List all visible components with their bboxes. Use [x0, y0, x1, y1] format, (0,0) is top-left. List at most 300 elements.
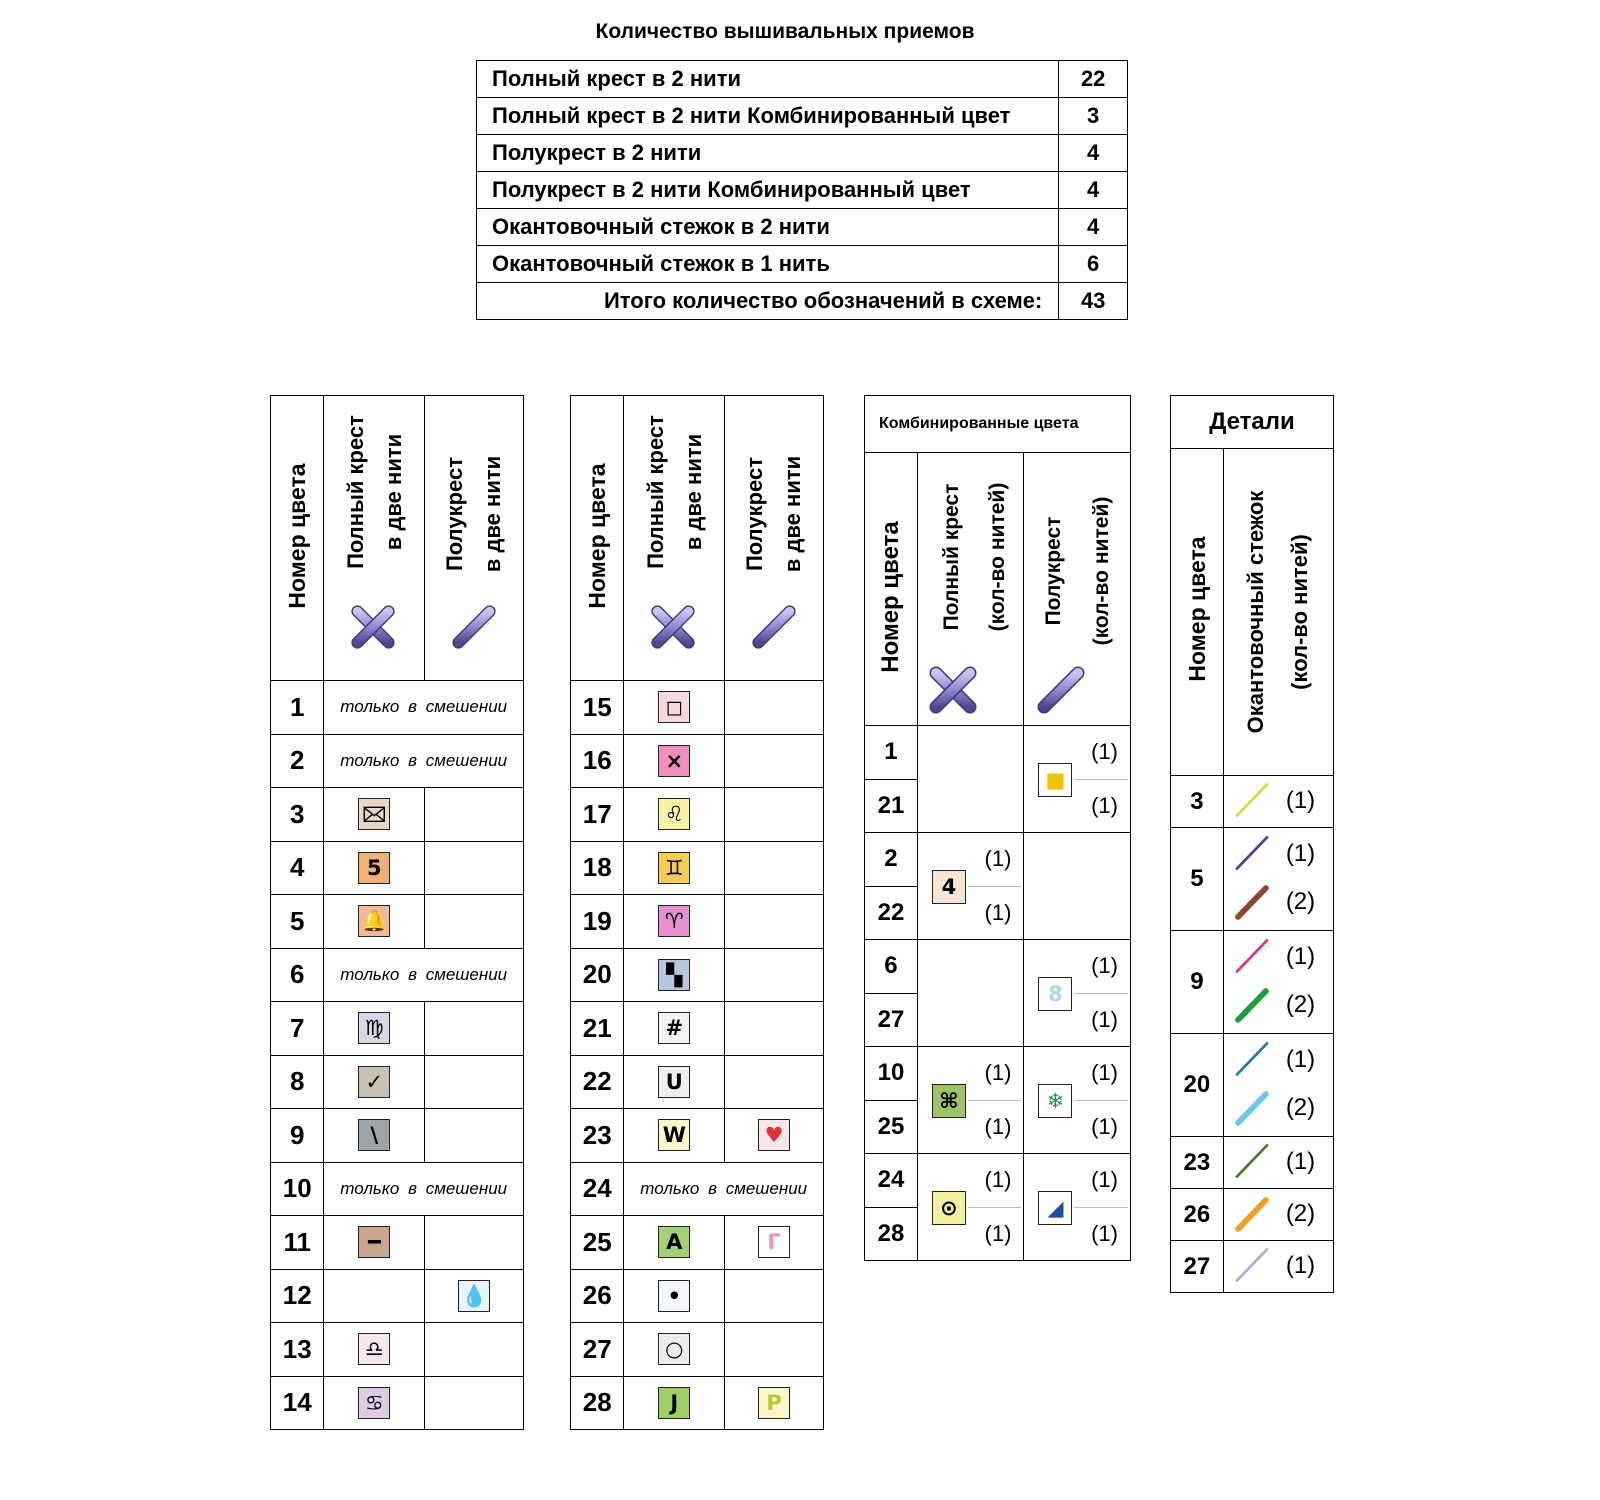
- legend-row: [271, 734, 524, 788]
- half-cross-symbol: ♥: [758, 1119, 790, 1151]
- header-half-cross-label: Полукрест: [742, 456, 768, 572]
- legend-row: [571, 948, 824, 1002]
- combo-symbol: ⌘: [932, 1084, 966, 1118]
- header-half-cross-cell: [425, 396, 524, 681]
- combo-half-cell: [1024, 726, 1131, 833]
- details-header-number-label: Номер цвета: [1184, 536, 1210, 682]
- color-number: 17: [571, 788, 624, 842]
- summary-value: 4: [1059, 135, 1128, 172]
- full-cross-symbol-cell: [624, 1323, 725, 1377]
- divider: [968, 1100, 1022, 1102]
- color-number: 26: [1171, 1189, 1224, 1241]
- legend-row: [571, 1002, 824, 1056]
- full-cross-symbol-cell: [624, 1376, 725, 1430]
- combo-color-number: 2: [865, 833, 918, 887]
- legend-row: [571, 1323, 824, 1377]
- legend-header-row: [271, 396, 524, 681]
- combo-color-number: 10: [865, 1047, 918, 1101]
- backstitch-line: [1234, 1090, 1270, 1127]
- only-in-mix-note: [324, 1162, 524, 1216]
- thread-count: (1): [1091, 738, 1118, 764]
- full-cross-symbol-cell: [324, 1323, 425, 1377]
- summary-value: 4: [1059, 209, 1128, 246]
- color-number: 15: [571, 681, 624, 735]
- combo-half-cell: [1024, 940, 1131, 1047]
- combo-header-full-threads: (кол-во нитей): [985, 482, 1009, 632]
- color-number: 18: [571, 841, 624, 895]
- legend-row: [571, 895, 824, 949]
- legend-row: [271, 1162, 524, 1216]
- summary-row: [477, 98, 1128, 135]
- backstitch-cell: [1223, 931, 1333, 1034]
- thread-count: (1): [984, 899, 1012, 925]
- full-cross-symbol: 🔔: [358, 905, 390, 937]
- details-row: [1171, 828, 1334, 931]
- thread-count: (1): [984, 1113, 1012, 1139]
- header-number-cell: [571, 396, 624, 681]
- full-cross-symbol-cell: [324, 1109, 425, 1163]
- full-cross-symbol: ✓: [358, 1066, 390, 1098]
- full-cross-symbol: ♈: [658, 905, 690, 937]
- full-cross-symbol-cell: [324, 841, 425, 895]
- legend-row: [271, 841, 524, 895]
- thread-count: (1): [1285, 1148, 1316, 1175]
- color-number: 21: [571, 1002, 624, 1056]
- color-number: 9: [271, 1109, 324, 1163]
- full-cross-symbol: ○: [658, 1333, 690, 1365]
- legend-table-2: [570, 395, 824, 1430]
- color-number: 27: [571, 1323, 624, 1377]
- half-cross-symbol-cell: [725, 1269, 824, 1323]
- combo-color-number: 25: [865, 1100, 918, 1154]
- only-in-mix-b: смешении: [425, 750, 508, 770]
- full-cross-symbol-cell: [324, 788, 425, 842]
- thread-count: (1): [1091, 1059, 1118, 1085]
- half-cross-symbol-cell: [725, 681, 824, 735]
- full-cross-symbol-cell: [324, 1269, 425, 1323]
- summary-total-row: [477, 283, 1128, 320]
- backstitch-line: [1235, 782, 1269, 817]
- combo-full-cell: [917, 1047, 1024, 1154]
- full-cross-symbol-cell: [324, 1055, 425, 1109]
- full-cross-symbol: ♊: [658, 852, 690, 884]
- only-in-mix-a: только в: [340, 750, 417, 770]
- details-title: Детали: [1171, 396, 1334, 449]
- thread-count: (2): [1285, 888, 1316, 915]
- full-cross-symbol: •: [658, 1280, 690, 1312]
- full-cross-symbol-cell: [624, 681, 725, 735]
- color-number: 20: [571, 948, 624, 1002]
- combo-symbol: ■: [1038, 763, 1072, 797]
- combo-full-cell: [917, 726, 1024, 833]
- details-row: [1171, 1189, 1334, 1241]
- legend-row: [271, 1323, 524, 1377]
- half-cross-symbol-cell: [425, 841, 524, 895]
- divider: [1074, 779, 1128, 781]
- header-half-cross-threads: в две нити: [780, 455, 806, 573]
- divider: [1074, 1207, 1128, 1209]
- only-in-mix-b: смешении: [725, 1178, 808, 1198]
- full-cross-symbol-cell: [324, 895, 425, 949]
- details-table: [1170, 395, 1334, 1293]
- thread-count: (1): [1285, 1046, 1316, 1073]
- color-number: 16: [571, 734, 624, 788]
- combo-symbol: 8: [1038, 977, 1072, 1011]
- combo-row: [865, 1047, 1131, 1101]
- combo-symbol: 4: [932, 870, 966, 904]
- header-full-cross-cell: [324, 396, 425, 681]
- legend-row: [571, 1162, 824, 1216]
- details-row: [1171, 1034, 1334, 1137]
- summary-value: 22: [1059, 61, 1128, 98]
- legend-header-row: [571, 396, 824, 681]
- full-cross-symbol: 🖂: [358, 798, 390, 830]
- combo-title: Комбинированные цвета: [865, 396, 1131, 453]
- combo-full-cell: [917, 1154, 1024, 1261]
- thread-count: (1): [984, 1220, 1012, 1246]
- divider: [968, 886, 1022, 888]
- legend-row: [571, 1109, 824, 1163]
- legend-row: [271, 1109, 524, 1163]
- only-in-mix-note: [324, 948, 524, 1002]
- full-cross-symbol-cell: [324, 1002, 425, 1056]
- summary-total-value: 43: [1059, 283, 1128, 320]
- color-number: 22: [571, 1055, 624, 1109]
- backstitch-cell: [1223, 1241, 1333, 1293]
- full-cross-symbol-cell: [624, 1002, 725, 1056]
- summary-title: Количество вышивальных приемов: [595, 20, 975, 43]
- summary-label: Окантовочный стежок в 1 нить: [477, 246, 1059, 283]
- full-cross-icon: [928, 665, 978, 715]
- summary-label: Окантовочный стежок в 2 нити: [477, 209, 1059, 246]
- combo-color-number: 6: [865, 940, 918, 994]
- legend-row: [271, 681, 524, 735]
- half-cross-symbol-cell: [725, 841, 824, 895]
- half-cross-symbol-cell: [725, 1109, 824, 1163]
- thread-count: (2): [1285, 1200, 1316, 1227]
- half-cross-symbol-cell: [425, 1055, 524, 1109]
- half-cross-symbol-cell: [425, 1269, 524, 1323]
- full-cross-symbol: ♎: [358, 1333, 390, 1365]
- combo-row: [865, 940, 1131, 994]
- divider: [1074, 1100, 1128, 1102]
- backstitch-cell: [1223, 1034, 1333, 1137]
- half-cross-symbol-cell: [725, 1055, 824, 1109]
- legend-row: [271, 788, 524, 842]
- only-in-mix-b: смешении: [425, 697, 508, 717]
- details-header-number: [1171, 449, 1224, 776]
- thread-count: (1): [1285, 787, 1316, 814]
- half-cross-symbol: Г: [758, 1226, 790, 1258]
- thread-count: (1): [1091, 1166, 1118, 1192]
- backstitch-cell: [1223, 1189, 1333, 1241]
- color-number: 23: [1171, 1137, 1224, 1189]
- backstitch-line: [1235, 938, 1269, 973]
- summary-total-label: Итого количество обозначений в схеме:: [477, 283, 1059, 320]
- details-header-stitch: [1223, 449, 1333, 776]
- backstitch-line: [1234, 987, 1270, 1024]
- backstitch-cell: [1223, 776, 1333, 828]
- backstitch-cell: [1223, 1137, 1333, 1189]
- combo-title-row: [865, 396, 1131, 453]
- legend-row: [271, 1002, 524, 1056]
- legend-row: [571, 1055, 824, 1109]
- thread-count: (1): [1285, 1252, 1316, 1279]
- summary-row: [477, 61, 1128, 98]
- full-cross-symbol-cell: [624, 1055, 725, 1109]
- summary-table: [476, 60, 1128, 320]
- combo-header-half-threads: (кол-во нитей): [1090, 496, 1114, 646]
- color-number: 25: [571, 1216, 624, 1270]
- details-title-row: [1171, 396, 1334, 449]
- details-row: [1171, 1241, 1334, 1293]
- color-number: 5: [271, 895, 324, 949]
- only-in-mix-note: [624, 1162, 824, 1216]
- full-cross-symbol: W: [658, 1119, 690, 1151]
- header-number-cell: [271, 396, 324, 681]
- backstitch-line: [1235, 1041, 1269, 1076]
- combo-color-number: 27: [865, 993, 918, 1047]
- color-number: 3: [271, 788, 324, 842]
- legend-row: [271, 895, 524, 949]
- color-number: 6: [271, 948, 324, 1002]
- thread-count: (2): [1285, 991, 1316, 1018]
- combo-color-number: 1: [865, 726, 918, 780]
- only-in-mix-a: только в: [640, 1178, 717, 1198]
- only-in-mix-b: смешении: [425, 964, 508, 984]
- backstitch-line: [1235, 1143, 1269, 1178]
- summary-value: 3: [1059, 98, 1128, 135]
- legend-row: [571, 841, 824, 895]
- full-cross-symbol: U: [658, 1066, 690, 1098]
- summary-label: Полный крест в 2 нити: [477, 61, 1059, 98]
- combo-full-cell: [917, 833, 1024, 940]
- full-cross-symbol-cell: [624, 948, 725, 1002]
- half-cross-symbol-cell: [425, 1323, 524, 1377]
- thread-count: (1): [1091, 952, 1118, 978]
- only-in-mix-a: только в: [340, 697, 417, 717]
- full-cross-symbol: 5: [358, 852, 390, 884]
- backstitch-line: [1235, 1247, 1269, 1282]
- color-number: 27: [1171, 1241, 1224, 1293]
- combo-symbol: ❄: [1038, 1084, 1072, 1118]
- thread-count: (1): [984, 845, 1012, 871]
- summary-row: [477, 172, 1128, 209]
- legend-row: [571, 1376, 824, 1430]
- only-in-mix-a: только в: [340, 964, 417, 984]
- header-full-cross-threads: в две нити: [681, 433, 707, 551]
- half-cross-symbol-cell: [725, 1216, 824, 1270]
- full-cross-symbol: #: [658, 1012, 690, 1044]
- half-cross-symbol-cell: [725, 1002, 824, 1056]
- half-cross-symbol-cell: [725, 1376, 824, 1430]
- full-cross-symbol: ×: [658, 745, 690, 777]
- combo-header-half: [1024, 453, 1131, 726]
- combo-header-half-label: Полукрест: [1042, 516, 1066, 626]
- combo-half-cell: [1024, 1154, 1131, 1261]
- color-number: 23: [571, 1109, 624, 1163]
- header-full-cross-label: Полный крест: [343, 415, 369, 569]
- combo-half-cell: [1024, 1047, 1131, 1154]
- full-cross-symbol-cell: [624, 734, 725, 788]
- color-number: 28: [571, 1376, 624, 1430]
- color-number: 7: [271, 1002, 324, 1056]
- header-number-label: Номер цвета: [284, 463, 310, 609]
- details-row: [1171, 1137, 1334, 1189]
- color-number: 24: [571, 1162, 624, 1216]
- color-number: 14: [271, 1376, 324, 1430]
- summary-row: [477, 135, 1128, 172]
- details-header-row: [1171, 449, 1334, 776]
- half-cross-symbol-cell: [425, 788, 524, 842]
- full-cross-symbol-cell: [624, 1269, 725, 1323]
- thread-count: (1): [1091, 1220, 1118, 1246]
- full-cross-symbol: J: [658, 1387, 690, 1419]
- header-full-cross-cell: [624, 396, 725, 681]
- summary-row: [477, 246, 1128, 283]
- legend-row: [571, 681, 824, 735]
- details-row: [1171, 931, 1334, 1034]
- thread-count: (1): [1285, 943, 1316, 970]
- full-cross-symbol: ▚: [658, 959, 690, 991]
- full-cross-symbol: ━: [358, 1226, 390, 1258]
- legend-row: [571, 1269, 824, 1323]
- half-cross-symbol-cell: [725, 1323, 824, 1377]
- summary-value: 6: [1059, 246, 1128, 283]
- full-cross-symbol-cell: [624, 1216, 725, 1270]
- half-cross-symbol: P: [758, 1387, 790, 1419]
- legend-row: [271, 1376, 524, 1430]
- half-cross-symbol-cell: [425, 1109, 524, 1163]
- thread-count: (1): [984, 1166, 1012, 1192]
- full-cross-icon: [350, 604, 396, 650]
- half-cross-symbol-cell: [725, 734, 824, 788]
- color-number: 26: [571, 1269, 624, 1323]
- full-cross-symbol: ◻: [658, 691, 690, 723]
- half-cross-symbol-cell: [725, 895, 824, 949]
- combo-color-number: 24: [865, 1154, 918, 1208]
- backstitch-line: [1234, 884, 1270, 921]
- combo-color-number: 22: [865, 886, 918, 940]
- color-number: 5: [1171, 828, 1224, 931]
- full-cross-symbol-cell: [624, 895, 725, 949]
- half-cross-icon: [751, 604, 797, 650]
- thread-count: (1): [1091, 792, 1118, 818]
- combo-symbol: ◢: [1038, 1191, 1072, 1225]
- details-row: [1171, 776, 1334, 828]
- thread-count: (1): [984, 1059, 1012, 1085]
- combo-row: [865, 1154, 1131, 1208]
- thread-count: (1): [1285, 840, 1316, 867]
- full-cross-icon: [650, 604, 696, 650]
- divider: [1074, 993, 1128, 995]
- header-number-label: Номер цвета: [584, 463, 610, 609]
- full-cross-symbol: \: [358, 1119, 390, 1151]
- thread-count: (1): [1091, 1006, 1118, 1032]
- backstitch-cell: [1223, 828, 1333, 931]
- color-number: 12: [271, 1269, 324, 1323]
- combo-header-row: [865, 453, 1131, 726]
- full-cross-symbol-cell: [624, 788, 725, 842]
- legend-row: [271, 948, 524, 1002]
- half-cross-icon: [451, 604, 497, 650]
- summary-label: Полукрест в 2 нити: [477, 135, 1059, 172]
- color-number: 3: [1171, 776, 1224, 828]
- only-in-mix-note: [324, 681, 524, 735]
- combo-header-full: [917, 453, 1024, 726]
- legend-row: [271, 1216, 524, 1270]
- combo-full-cell: [917, 940, 1024, 1047]
- details-header-stitch-threads: (кол-во нитей): [1286, 534, 1312, 690]
- combo-color-number: 28: [865, 1207, 918, 1261]
- only-in-mix-a: только в: [340, 1178, 417, 1198]
- combo-header-number-label: Номер цвета: [877, 521, 904, 673]
- legend-row: [571, 734, 824, 788]
- only-in-mix-note: [324, 734, 524, 788]
- summary-value: 4: [1059, 172, 1128, 209]
- full-cross-symbol-cell: [324, 1216, 425, 1270]
- only-in-mix-b: смешении: [425, 1178, 508, 1198]
- full-cross-symbol-cell: [624, 1109, 725, 1163]
- color-number: 1: [271, 681, 324, 735]
- header-half-cross-label: Полукрест: [442, 456, 468, 572]
- header-full-cross-threads: в две нити: [381, 433, 407, 551]
- combo-row: [865, 726, 1131, 780]
- color-number: 10: [271, 1162, 324, 1216]
- combined-colors-table: [864, 395, 1131, 1261]
- half-cross-symbol-cell: [425, 1376, 524, 1430]
- full-cross-symbol: A: [658, 1226, 690, 1258]
- color-number: 8: [271, 1055, 324, 1109]
- summary-label: Полный крест в 2 нити Комбинированный цвет: [477, 98, 1059, 135]
- color-number: 2: [271, 734, 324, 788]
- header-full-cross-label: Полный крест: [643, 415, 669, 569]
- full-cross-symbol-cell: [624, 841, 725, 895]
- divider: [968, 1207, 1022, 1209]
- color-number: 11: [271, 1216, 324, 1270]
- combo-half-cell: [1024, 833, 1131, 940]
- legend-row: [571, 788, 824, 842]
- color-number: 13: [271, 1323, 324, 1377]
- header-half-cross-threads: в две нити: [480, 455, 506, 573]
- summary-row: [477, 209, 1128, 246]
- full-cross-symbol: ♌: [658, 798, 690, 830]
- half-cross-symbol-cell: [425, 895, 524, 949]
- full-cross-symbol-cell: [324, 1376, 425, 1430]
- half-cross-symbol-cell: [425, 1002, 524, 1056]
- combo-row: [865, 833, 1131, 887]
- details-header-stitch-label: Окантовочный стежок: [1242, 490, 1268, 734]
- half-cross-symbol: 💧: [458, 1280, 490, 1312]
- full-cross-symbol: ♍: [358, 1012, 390, 1044]
- half-cross-icon: [1036, 665, 1086, 715]
- half-cross-symbol-cell: [425, 1216, 524, 1270]
- half-cross-symbol-cell: [725, 788, 824, 842]
- legend-table-1: [270, 395, 524, 1430]
- legend-row: [271, 1269, 524, 1323]
- thread-count: (1): [1091, 1113, 1118, 1139]
- full-cross-symbol: ♋: [358, 1387, 390, 1419]
- legend-row: [571, 1216, 824, 1270]
- color-number: 9: [1171, 931, 1224, 1034]
- combo-color-number: 21: [865, 779, 918, 833]
- header-half-cross-cell: [725, 396, 824, 681]
- backstitch-line: [1235, 835, 1269, 870]
- half-cross-symbol-cell: [725, 948, 824, 1002]
- summary-label: Полукрест в 2 нити Комбинированный цвет: [477, 172, 1059, 209]
- color-number: 4: [271, 841, 324, 895]
- color-number: 20: [1171, 1034, 1224, 1137]
